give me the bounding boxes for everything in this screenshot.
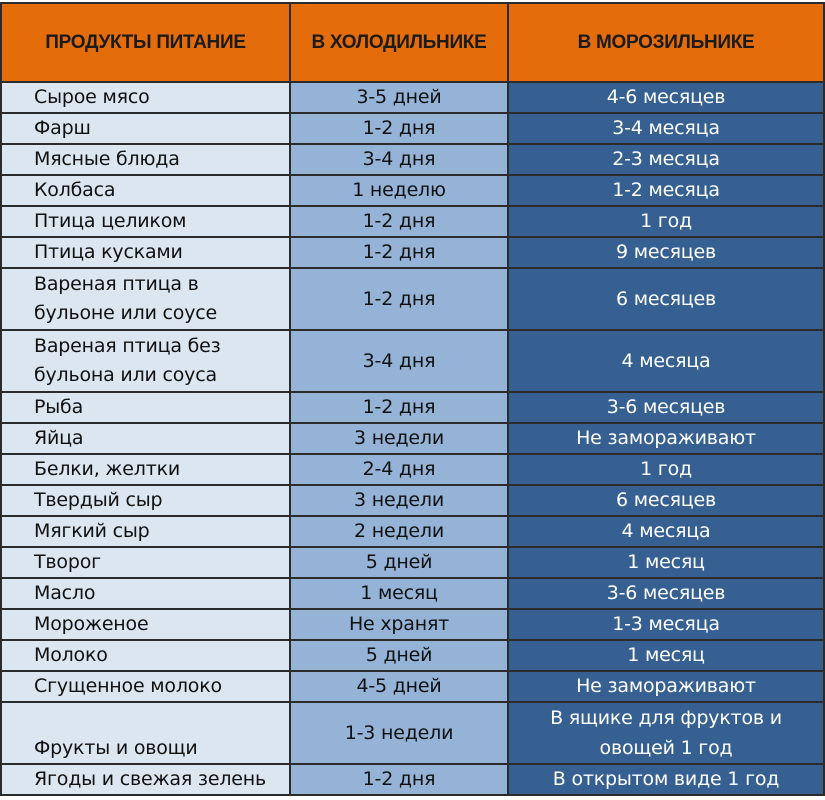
fridge-cell: 5 дней [290, 640, 508, 671]
table-row [1, 144, 824, 175]
freezer-cell: 4 месяца [508, 330, 824, 392]
food-cell: Мясные блюда [1, 144, 290, 175]
header-fridge: В ХОЛОДИЛЬНИКЕ [290, 3, 508, 82]
table-row [1, 454, 824, 485]
table-row [1, 237, 824, 268]
fridge-cell: 1 неделю [290, 175, 508, 206]
fridge-cell: 3-4 дня [290, 330, 508, 392]
food-cell: Мягкий сыр [1, 516, 290, 547]
food-cell: Яйца [1, 423, 290, 454]
food-cell: Сгущенное молоко [1, 671, 290, 702]
food-cell: Рыба [1, 392, 290, 423]
table-row [1, 423, 824, 454]
food-cell: Ягоды и свежая зелень [1, 764, 290, 795]
fridge-cell: 1-2 дня [290, 268, 508, 330]
food-cell: Молоко [1, 640, 290, 671]
freezer-cell: 6 месяцев [508, 268, 824, 330]
freezer-cell: 9 месяцев [508, 237, 824, 268]
table-row [1, 330, 824, 392]
food-cell: Творог [1, 547, 290, 578]
food-cell: Твердый сыр [1, 485, 290, 516]
fridge-cell: 3 недели [290, 423, 508, 454]
table-row [1, 175, 824, 206]
food-cell: Мороженое [1, 609, 290, 640]
fridge-cell: 1 месяц [290, 578, 508, 609]
table-row [1, 547, 824, 578]
food-cell: Масло [1, 578, 290, 609]
freezer-cell: 4-6 месяцев [508, 82, 824, 113]
header-food: ПРОДУКТЫ ПИТАНИЕ [1, 3, 290, 82]
table-row [1, 485, 824, 516]
fridge-cell: 1-2 дня [290, 237, 508, 268]
freezer-cell: 4 месяца [508, 516, 824, 547]
table-row [1, 671, 824, 702]
table-row [1, 392, 824, 423]
food-cell: Белки, желтки [1, 454, 290, 485]
freezer-cell: 1 год [508, 454, 824, 485]
food-cell: Вареная птица без бульона или соуса [1, 330, 290, 392]
fridge-cell: 4-5 дней [290, 671, 508, 702]
food-storage-table [0, 2, 825, 796]
table-row [1, 113, 824, 144]
food-cell: Фарш [1, 113, 290, 144]
fridge-cell: 2 недели [290, 516, 508, 547]
freezer-cell: 1-2 месяца [508, 175, 824, 206]
fridge-cell: 3-5 дней [290, 82, 508, 113]
fridge-cell: Не хранят [290, 609, 508, 640]
fridge-cell: 2-4 дня [290, 454, 508, 485]
freezer-cell: 2-3 месяца [508, 144, 824, 175]
fridge-cell: 1-2 дня [290, 206, 508, 237]
freezer-cell: 3-6 месяцев [508, 392, 824, 423]
freezer-cell: 1-3 месяца [508, 609, 824, 640]
freezer-cell: 3-6 месяцев [508, 578, 824, 609]
table-row [1, 578, 824, 609]
food-cell: Птица целиком [1, 206, 290, 237]
table-row [1, 206, 824, 237]
freezer-cell: В открытом виде 1 год [508, 764, 824, 795]
food-cell: Вареная птица в бульоне или соусе [1, 268, 290, 330]
fridge-cell: 1-2 дня [290, 392, 508, 423]
fridge-cell: 1-2 дня [290, 764, 508, 795]
header-freezer: В МОРОЗИЛЬНИКЕ [508, 3, 824, 82]
fridge-cell: 3-4 дня [290, 144, 508, 175]
food-cell: Птица кусками [1, 237, 290, 268]
freezer-cell: 3-4 месяца [508, 113, 824, 144]
fridge-cell: 1-3 недели [290, 702, 508, 764]
table-row [1, 268, 824, 330]
fridge-cell: 3 недели [290, 485, 508, 516]
freezer-cell: 6 месяцев [508, 485, 824, 516]
food-cell: Фрукты и овощи [1, 702, 290, 764]
freezer-cell: 1 год [508, 206, 824, 237]
fridge-cell: 1-2 дня [290, 113, 508, 144]
table-row [1, 82, 824, 113]
freezer-cell: 1 месяц [508, 547, 824, 578]
table-row [1, 609, 824, 640]
freezer-cell: Не замораживают [508, 671, 824, 702]
food-cell: Колбаса [1, 175, 290, 206]
fridge-cell: 5 дней [290, 547, 508, 578]
food-cell: Сырое мясо [1, 82, 290, 113]
table-row [1, 764, 824, 795]
table-header-row [1, 3, 824, 82]
freezer-cell: Не замораживают [508, 423, 824, 454]
freezer-cell: 1 месяц [508, 640, 824, 671]
table-row [1, 640, 824, 671]
table-row [1, 516, 824, 547]
freezer-cell: В ящике для фруктов и овощей 1 год [508, 702, 824, 764]
table-row [1, 702, 824, 764]
